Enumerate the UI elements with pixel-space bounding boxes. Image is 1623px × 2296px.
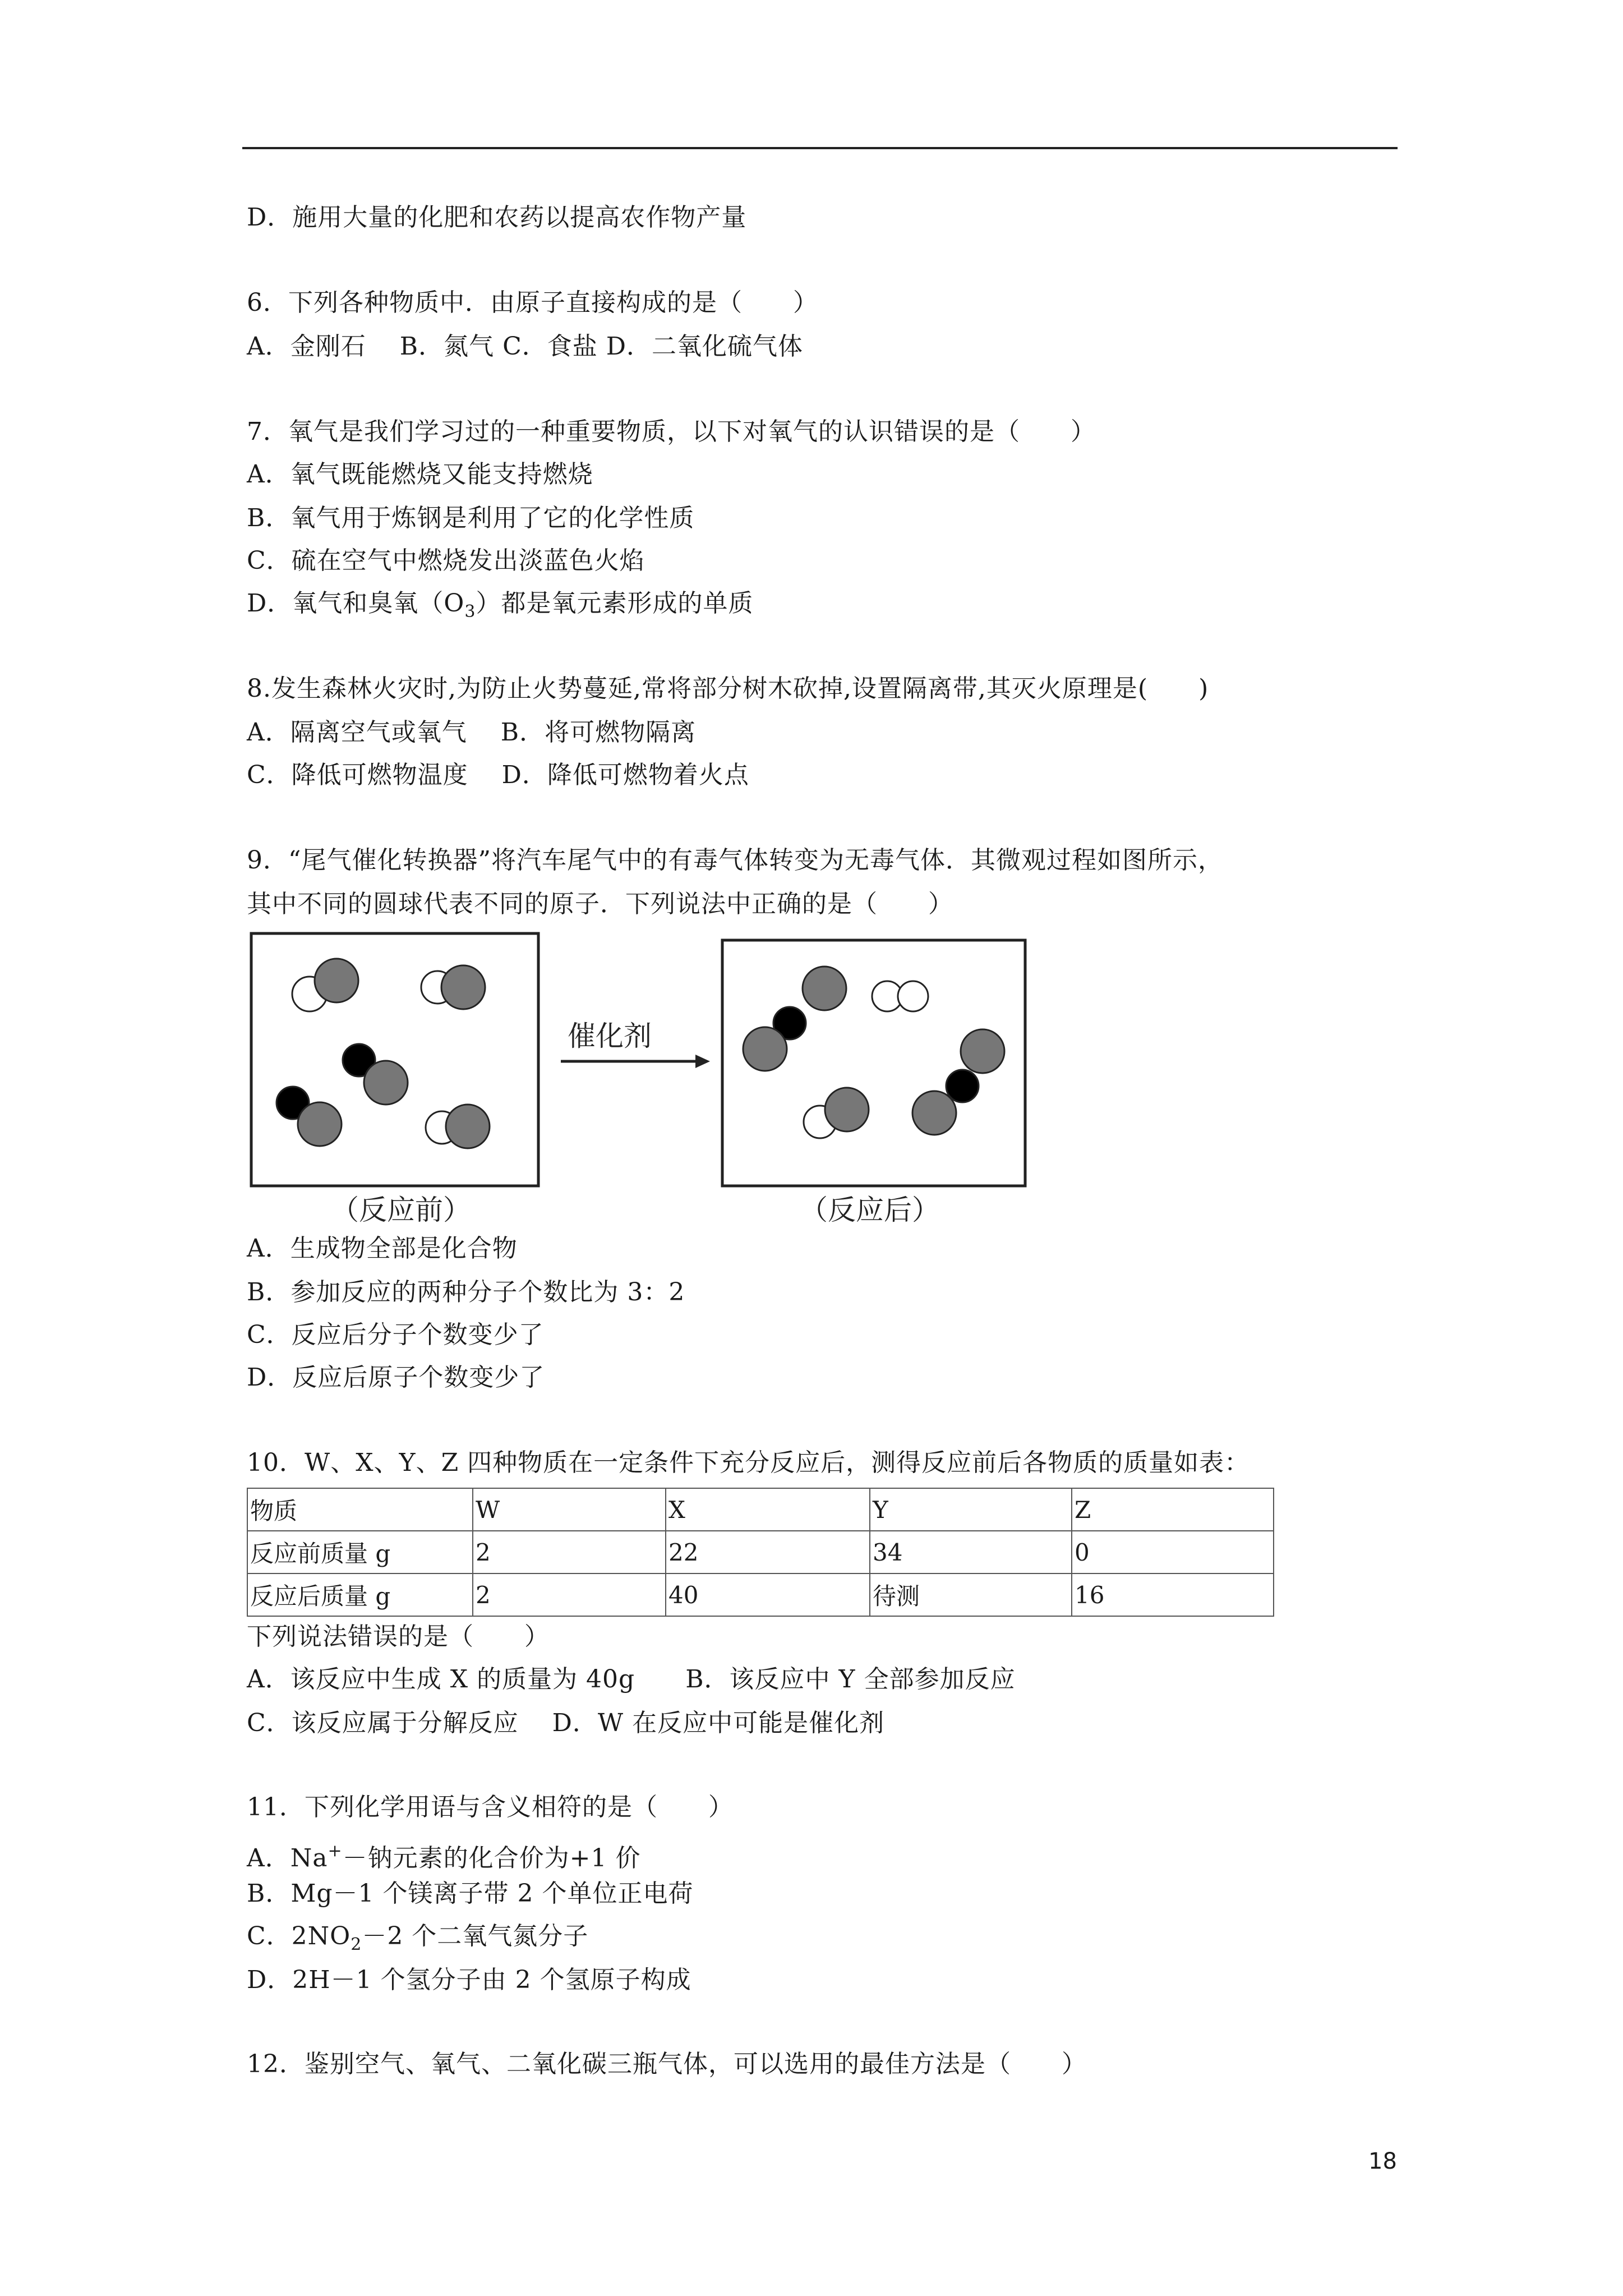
q11-a-text: A．Na xyxy=(247,1844,328,1872)
atom-grey xyxy=(364,1061,408,1105)
header-rule xyxy=(242,147,1398,149)
q7-option-c: C．硫在空气中燃烧发出淡蓝色火焰 xyxy=(247,546,645,575)
q5-option-d: D．施用大量的化肥和农药以提高农作物产量 xyxy=(247,203,747,232)
table-row xyxy=(247,1488,1274,1531)
q11-option-c xyxy=(247,1921,588,1961)
q8-options-ab: A．隔离空气或氧气 B．将可燃物隔离 xyxy=(247,718,697,747)
q7-stem: 7．氧气是我们学习过的一种重要物质，以下对氧气的认识错误的是（ ） xyxy=(247,417,1096,446)
atom-grey xyxy=(743,1027,787,1071)
table-cell: 16 xyxy=(1072,1573,1274,1616)
q11-option-b: B．Mg－1 个镁离子带 2 个单位正电荷 xyxy=(247,1879,694,1908)
table-row xyxy=(247,1573,1274,1616)
q8-stem: 8.发生森林火灾时,为防止火势蔓延,常将部分树木砍掉,设置隔离带,其灭火原理是( ) xyxy=(247,674,1209,703)
q7-d-subscript: 3 xyxy=(464,602,476,622)
table-cell: 反应前质量 g xyxy=(247,1531,473,1573)
atom-grey xyxy=(446,1105,490,1148)
q7-option-b: B．氧气用于炼钢是利用了它的化学性质 xyxy=(247,504,695,532)
table-cell: 22 xyxy=(666,1531,870,1573)
q7-d-text: D．氧气和臭氧（O xyxy=(247,589,465,618)
table-cell: 2 xyxy=(473,1573,666,1616)
q6-options: A．金刚石 B．氮气 C．食盐 D．二氧化硫气体 xyxy=(247,332,804,361)
atom-grey xyxy=(825,1088,869,1131)
atom-grey xyxy=(441,965,485,1009)
q7-option-d xyxy=(247,588,753,628)
q11-a-text-end: －钠元素的化合价为+1 价 xyxy=(342,1844,641,1872)
q10-options-ab: A．该反应中生成 X 的质量为 40g B．该反应中 Y 全部参加反应 xyxy=(247,1665,1016,1694)
table-cell: 34 xyxy=(870,1531,1072,1573)
q12-stem: 12．鉴别空气、氧气、二氧化碳三瓶气体，可以选用的最佳方法是（ ） xyxy=(247,2050,1087,2078)
table-cell: 待测 xyxy=(870,1573,1072,1616)
atom-black xyxy=(946,1070,979,1102)
table-cell: 反应后质量 g xyxy=(247,1573,473,1616)
q11-option-a xyxy=(247,1835,641,1874)
table-cell: Y xyxy=(870,1488,1072,1531)
table-cell: W xyxy=(473,1488,666,1531)
q6-stem: 6．下列各种物质中．由原子直接构成的是（ ） xyxy=(247,288,818,317)
q11-c-text-end: －2 个二氧气氮分子 xyxy=(362,1922,589,1950)
q11-option-d: D．2H－1 个氢分子由 2 个氢原子构成 xyxy=(247,1966,691,1994)
atom-white xyxy=(898,981,928,1011)
atom-grey xyxy=(803,967,846,1010)
table-cell: 0 xyxy=(1072,1531,1274,1573)
atom-grey xyxy=(298,1102,342,1146)
atom-grey xyxy=(961,1029,1004,1073)
table-cell: X xyxy=(666,1488,870,1531)
mass-table xyxy=(247,1488,1274,1617)
table-cell: 物质 xyxy=(247,1488,473,1531)
before-label: （反应前） xyxy=(331,1194,471,1226)
table-cell: Z xyxy=(1072,1488,1274,1531)
table-cell: 40 xyxy=(666,1573,870,1616)
q10-options-cd: C．该反应属于分解反应 D．W 在反应中可能是催化剂 xyxy=(247,1709,885,1737)
reaction-diagram xyxy=(247,927,1031,1227)
q10-prompt: 下列说法错误的是（ ） xyxy=(247,1622,550,1651)
arrow-label: 催化剂 xyxy=(568,1020,652,1052)
q9-option-b: B．参加反应的两种分子个数比为 3：2 xyxy=(247,1278,685,1306)
q11-a-superscript: + xyxy=(328,1841,343,1861)
q10-stem: 10．W、X、Y、Z 四种物质在一定条件下充分反应后，测得反应前后各物质的质量如表： xyxy=(247,1448,1250,1477)
atom-grey xyxy=(912,1091,956,1135)
q11-stem: 11．下列化学用语与含义相符的是（ ） xyxy=(247,1793,734,1821)
q7-d-text-end: ）都是氧元素形成的单质 xyxy=(476,589,754,618)
q7-option-a: A．氧气既能燃烧又能支持燃烧 xyxy=(247,460,593,489)
q9-stem-line2: 其中不同的圆球代表不同的原子．下列说法中正确的是（ ） xyxy=(247,890,953,918)
q9-option-d: D．反应后原子个数变少了 xyxy=(247,1363,545,1392)
page-number: 18 xyxy=(1368,2148,1397,2174)
q9-stem-line1: 9．“尾气催化转换器”将汽车尾气中的有毒气体转变为无毒气体．其微观过程如图所示， xyxy=(247,846,1223,875)
q9-option-c: C．反应后分子个数变少了 xyxy=(247,1320,544,1349)
table-row xyxy=(247,1531,1274,1573)
q8-options-cd: C．降低可燃物温度 D．降低可燃物着火点 xyxy=(247,761,749,789)
q9-option-a: A．生成物全部是化合物 xyxy=(247,1234,518,1263)
q11-c-text: C．2NO xyxy=(247,1922,351,1950)
atom-grey xyxy=(315,959,358,1002)
table-cell: 2 xyxy=(473,1531,666,1573)
q11-c-subscript: 2 xyxy=(351,1935,362,1954)
after-label: （反应后） xyxy=(800,1194,940,1226)
